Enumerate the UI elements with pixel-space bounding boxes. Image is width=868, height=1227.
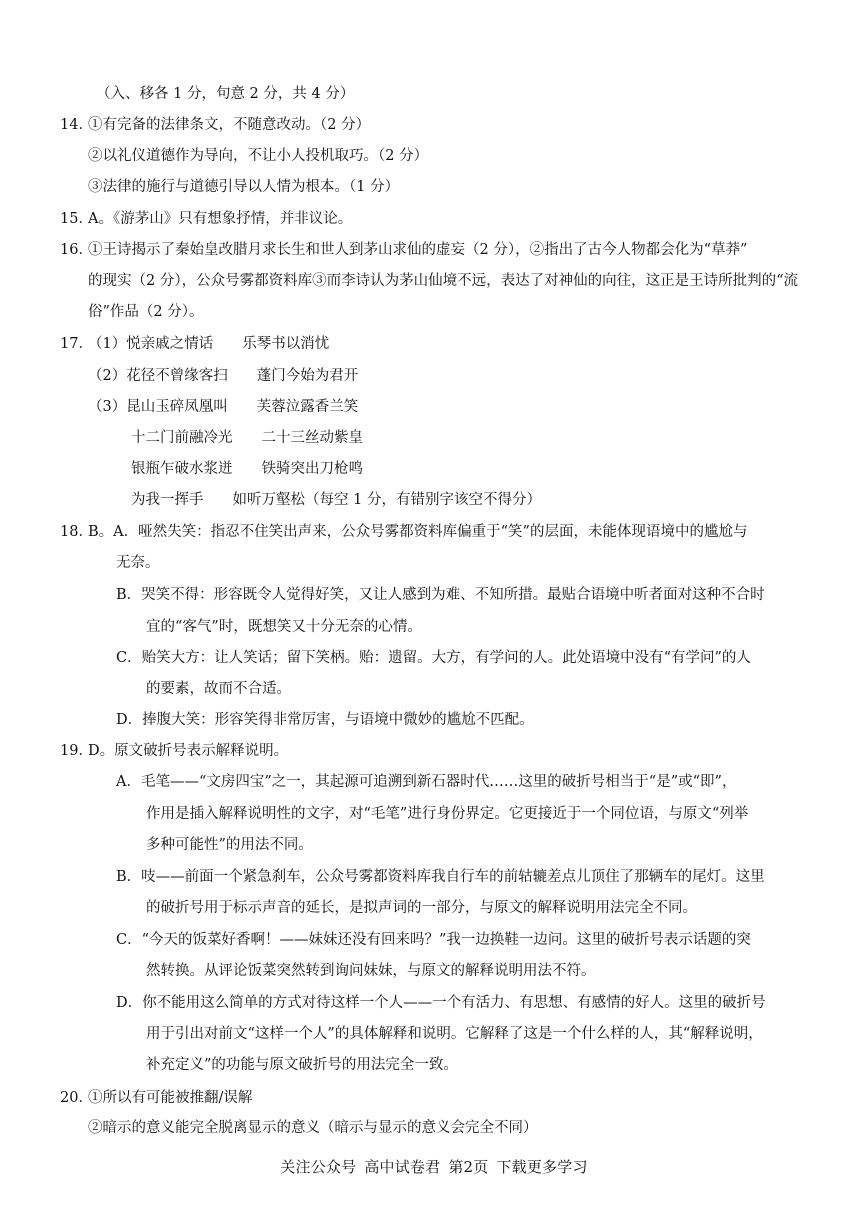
answer-text: ①王诗揭示了秦始皇改腊月求长生和世人到茅山求仙的虚妄（2 分），②指出了古今人物都会化为“草莽” <box>88 242 748 258</box>
answer-19-option-d-1: D．你不能用这么简单的方式对待这样一个人——一个有活力、有思想、有感情的好人。这里的破折号 <box>116 995 766 1011</box>
answer-14-line-2: ②以礼仪道德作为导向，不让小人投机取巧。（2 分） <box>88 148 429 164</box>
answer-19-option-c-1: C．“今天的饭菜好香啊！——妹妹还没有回来吗？”我一边换鞋一边问。这里的破折号表示话题的突 <box>116 932 751 948</box>
answer-text: （1）悦亲戚之情话 乐琴书以消忧 <box>88 336 330 352</box>
answer-18-line-2: 无奈。 <box>116 555 160 571</box>
answer-17-line-1 <box>60 334 329 354</box>
question-number: 19． <box>60 743 93 759</box>
answer-18-option-d: D．捧腹大笑：形容笑得非常厉害，与语境中微妙的尴尬不匹配。 <box>116 712 534 728</box>
answer-14-line-3: ③法律的施行与道德引导以人情为根本。（1 分） <box>88 179 400 195</box>
answer-17-line-5: 银瓶乍破水浆迸 铁骑突出刀枪鸣 <box>131 461 363 477</box>
answer-15 <box>60 209 352 229</box>
answer-text: B。A．哑然失笑：指忍不住笑出声来，公众号雾都资料库偏重于“笑”的层面，未能体现语境中的尴尬与 <box>88 524 748 540</box>
answer-18-option-c-1: C．贻笑大方：让人笑话；留下笑柄。贻：遗留。大方，有学问的人。此处语境中没有“有学问”的人 <box>116 650 751 666</box>
answer-text: D。原文破折号表示解释说明。 <box>88 743 289 759</box>
answer-text: ①有完备的法律条文，不随意改动。（2 分） <box>88 117 371 133</box>
answer-20-line-2: ②暗示的意义能完全脱离显示的意义（暗示与显示的意义会完全不同） <box>88 1120 538 1136</box>
answer-19-option-b-2: 的破折号用于标示声音的延长，是拟声词的一部分，与原文的解释说明用法完全不同。 <box>146 900 697 916</box>
answer-18-option-b-1: B．哭笑不得：形容既令人觉得好笑，又让人感到为难、不知所措。最贴合语境中听者面对这种不合时 <box>116 587 765 603</box>
answer-19-option-c-2: 然转换。从评论饭菜突然转到询问妹妹，与原文的解释说明用法不符。 <box>146 963 596 979</box>
answer-17-line-3: （3）昆山玉碎凤凰叫 芙蓉泣露香兰笑 <box>88 399 359 415</box>
answer-19-option-d-2: 用于引出对前文“这样一个人”的具体解释和说明。它解释了这是一个什么样的人，其“解释说明， <box>146 1026 763 1042</box>
answer-13-scoring: （入、移各 1 分，句意 2 分，共 4 分） <box>96 86 355 102</box>
answer-19-option-a-3: 多种可能性”的用法不同。 <box>146 837 313 853</box>
question-number: 14． <box>60 117 93 133</box>
question-number: 20． <box>60 1090 93 1106</box>
answer-19-option-d-3: 补充定义”的功能与原文破折号的用法完全一致。 <box>146 1057 458 1073</box>
answer-text: ①所以有可能被推翻/误解 <box>88 1090 253 1106</box>
question-number: 17． <box>60 336 93 352</box>
answer-19-line-1 <box>60 741 288 761</box>
answer-19-option-b-1: B．吱——前面一个紧急刹车，公众号雾都资料库我自行车的前轱辘差点儿顶住了那辆车的尾灯。这里 <box>116 869 765 885</box>
answer-18-option-b-2: 宜的“客气”时，既想笑又十分无奈的心情。 <box>146 619 422 635</box>
footer-follow-text: 关注公众号 <box>280 1158 357 1176</box>
footer-download-text: 下载更多学习 <box>496 1158 588 1176</box>
answer-16-line-2: 的现实（2 分），公众号雾都资料库③而李诗认为茅山仙境不远，表达了对神仙的向往，这正是王诗所批判的“流 <box>88 273 798 289</box>
question-number: 16． <box>60 242 93 258</box>
answer-17-line-6: 为我一挥手 如听万壑松（每空 1 分，有错别字该空不得分） <box>131 492 541 508</box>
question-number: 15． <box>60 211 93 227</box>
answer-17-line-4: 十二门前融冷光 二十三丝动紫皇 <box>131 430 363 446</box>
answer-text: A。《游茅山》只有想象抒情，并非议论。 <box>88 211 353 227</box>
footer-account-name: 高中试卷君 <box>364 1158 441 1176</box>
answer-20-line-1 <box>60 1088 252 1108</box>
answer-14-line-1 <box>60 115 370 135</box>
question-number: 18． <box>60 524 93 540</box>
answer-16-line-3: 俗”作品（2 分）。 <box>88 304 204 320</box>
answer-18-line-1 <box>60 522 747 542</box>
answer-19-option-a-2: 作用是插入解释说明性的文字，对“毛笔”进行身份界定。它更接近于一个同位语，与原文“列举 <box>146 806 749 822</box>
answer-17-line-2: （2）花径不曾缘客扫 蓬门今始为君开 <box>88 368 359 384</box>
page-number: 第2页 <box>448 1158 489 1176</box>
answer-18-option-c-2: 的要素，故而不合适。 <box>146 681 291 697</box>
answer-19-option-a-1: A．毛笔——“文房四宝”之一，其起源可追溯到新石器时代……这里的破折号相当于“是”或“即”， <box>116 774 737 790</box>
page-footer <box>0 1156 868 1177</box>
answer-16-line-1 <box>60 240 747 260</box>
